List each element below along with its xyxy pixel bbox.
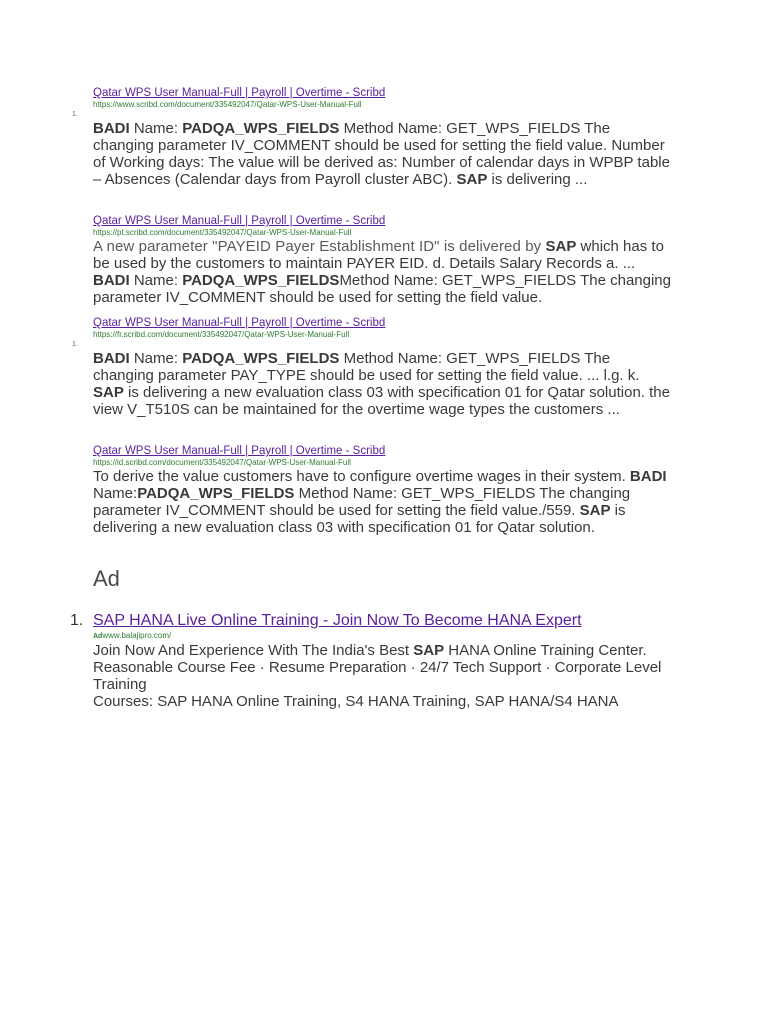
- search-result: [93, 215, 693, 306]
- ad-courses: [93, 693, 683, 710]
- result-url: https://pt.scribd.com/document/335492047/Qatar-WPS-User-Manual-Full: [93, 228, 352, 237]
- result-snippet: [93, 238, 673, 306]
- result-url: https://www.scribd.com/document/335492047/Qatar-WPS-User-Manual-Full: [93, 100, 362, 109]
- result-title-link[interactable]: Qatar WPS User Manual-Full | Payroll | Overtime - Scribd: [93, 87, 386, 99]
- snippet-keyword: SAP: [545, 238, 577, 255]
- ad-list-number: 1.: [70, 612, 84, 629]
- snippet-keyword: SAP: [456, 171, 488, 188]
- snippet-text: Method Name: GET_WPS_FIELDS The changing parameter PAY_TYPE should be used for setting the field value. ... l.g. k.: [93, 350, 640, 384]
- snippet-keyword: BADI: [93, 120, 130, 137]
- snippet-text: HANA Online Training Center. Reasonable Course Fee · Resume Preparation · 24/7 Tech Support · Corporate Level Training: [93, 642, 662, 693]
- snippet-text: which has to be used by the customers to maintain PAYER EID. d. Details Salary Records a. ...: [93, 238, 664, 272]
- ad-section-heading: Ad: [93, 566, 120, 591]
- snippet-keyword: PADQA_WPS_FIELDS: [182, 272, 340, 289]
- result-snippet: [93, 468, 673, 536]
- result-title-link[interactable]: Qatar WPS User Manual-Full | Payroll | Overtime - Scribd: [93, 317, 386, 329]
- snippet-text: Method Name: GET_WPS_FIELDS The changing parameter IV_COMMENT should be used for setting the field value. Number of Working days: The value will be derived as: Number of calendar days in WPBP table – Absences (Calendar days from Payroll cluster ABC).: [93, 120, 670, 188]
- snippet-keyword: PADQA_WPS_FIELDS: [137, 485, 295, 502]
- search-result: [93, 445, 693, 536]
- snippet-text: Courses: SAP HANA Online Training, S4 HANA Training, SAP HANA/S4 HANA: [93, 693, 619, 710]
- result-snippet: [93, 120, 673, 188]
- snippet-text: Method Name: GET_WPS_FIELDS The changing parameter IV_COMMENT should be used for setting the field value./559.: [93, 485, 631, 519]
- snippet-text: Name:: [129, 272, 183, 289]
- result-title-link[interactable]: Qatar WPS User Manual-Full | Payroll | Overtime - Scribd: [93, 445, 386, 457]
- snippet-text: is delivering ...: [487, 171, 588, 188]
- ad-badge: Ad: [93, 633, 103, 640]
- snippet-text: is delivering a new evaluation class 03 with specification 01 for Qatar solution.: [93, 502, 626, 536]
- snippet-keyword: BADI: [93, 272, 130, 289]
- ad-url-row: [93, 631, 693, 642]
- ad-title-link[interactable]: SAP HANA Live Online Training - Join Now To Become HANA Expert: [93, 612, 582, 629]
- result-marker: 1.: [72, 111, 78, 118]
- search-result: [93, 87, 693, 188]
- ad-result: [93, 612, 693, 710]
- snippet-keyword: BADI: [93, 350, 130, 367]
- result-url: https://id.scribd.com/document/335492047/Qatar-WPS-User-Manual-Full: [93, 458, 351, 467]
- snippet-keyword: SAP: [413, 642, 445, 659]
- snippet-keyword: PADQA_WPS_FIELDS: [182, 350, 340, 367]
- snippet-text: Name:: [129, 120, 183, 137]
- search-result: [93, 317, 693, 418]
- snippet-keyword: SAP: [579, 502, 611, 519]
- result-marker: 1.: [72, 341, 78, 348]
- snippet-text: Join Now And Experience With The India's Best: [93, 642, 414, 659]
- snippet-keyword: SAP: [93, 384, 124, 401]
- snippet-keyword: BADI: [629, 468, 667, 485]
- ad-description: [93, 642, 683, 693]
- result-snippet: [93, 350, 673, 418]
- snippet-text: To derive the value customers have to configure overtime wages in their system.: [93, 468, 630, 485]
- ad-url[interactable]: www.balajipro.com/: [102, 631, 172, 640]
- snippet-text: is delivering a new evaluation class 03 with specification 01 for Qatar solution. the view V_T510S can be maintained for the overtime wage types the customers ...: [93, 384, 670, 418]
- snippet-text: Name:: [93, 485, 138, 502]
- snippet-keyword: PADQA_WPS_FIELDS: [182, 120, 340, 137]
- snippet-text: Name:: [129, 350, 183, 367]
- result-url: https://fr.scribd.com/document/335492047/Qatar-WPS-User-Manual-Full: [93, 330, 350, 339]
- result-title-link[interactable]: Qatar WPS User Manual-Full | Payroll | Overtime - Scribd: [93, 215, 386, 227]
- snippet-text: Method Name: GET_WPS_FIELDS The changing parameter IV_COMMENT should be used for setting the field value.: [93, 272, 671, 306]
- snippet-text: A new parameter "PAYEID Payer Establishment ID" is delivered by: [93, 238, 546, 255]
